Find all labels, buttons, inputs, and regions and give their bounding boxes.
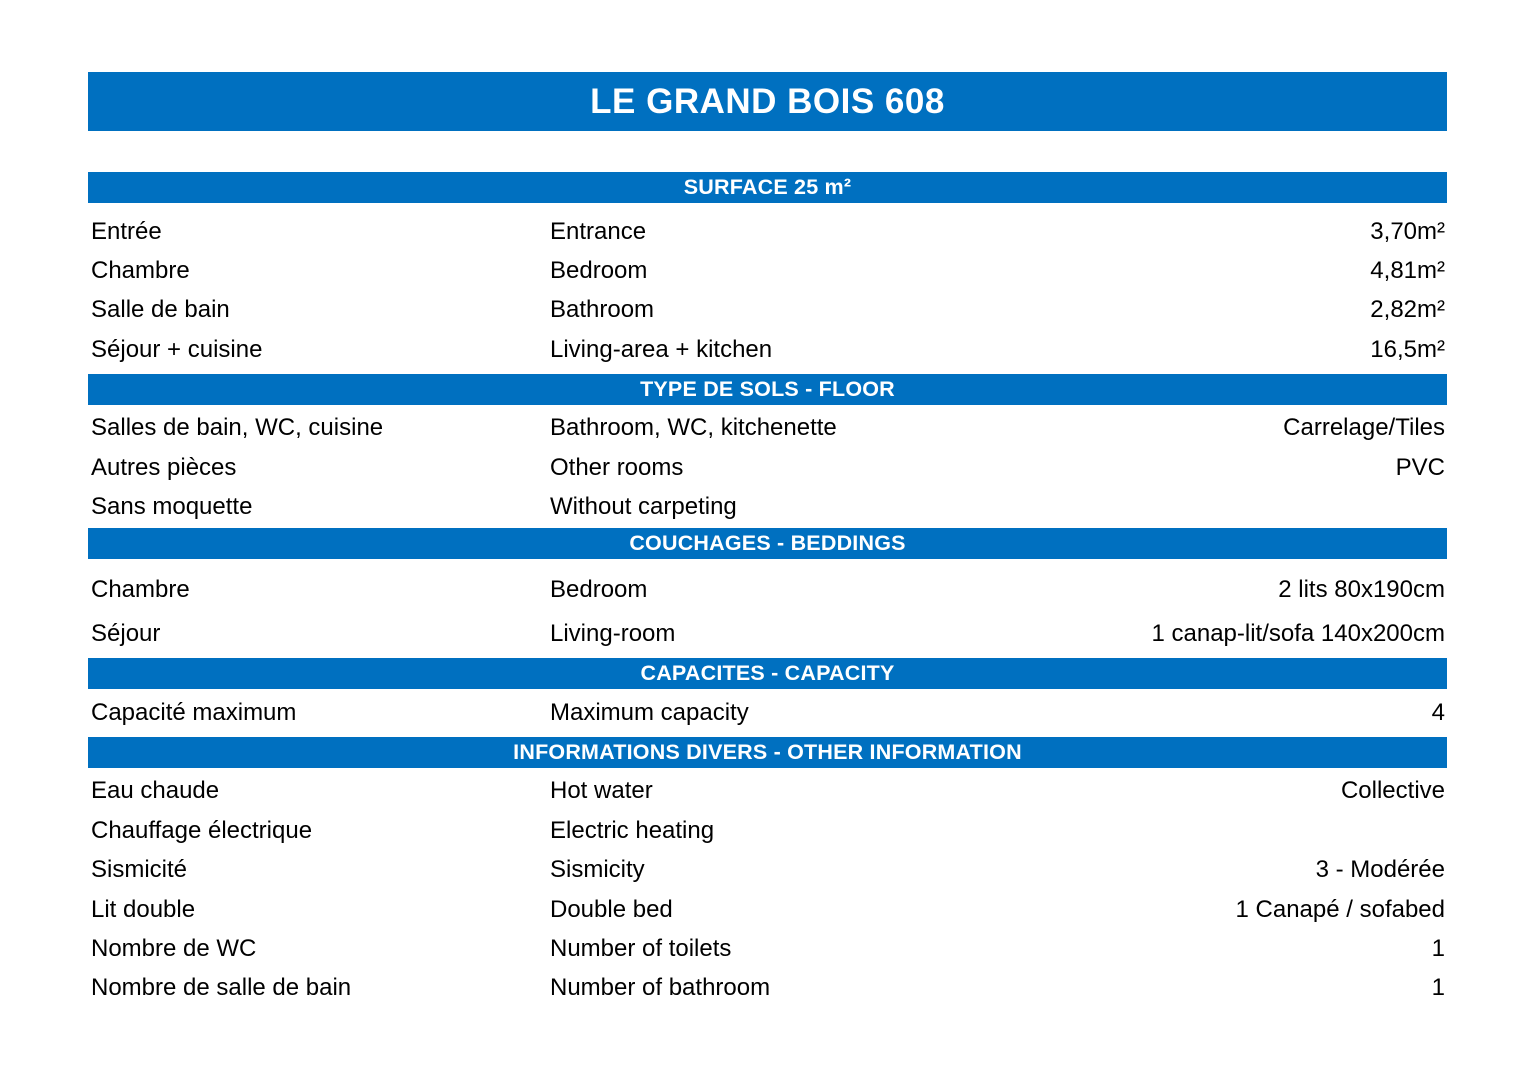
section-beddings	[88, 528, 1447, 658]
row-value: 2,82m²	[1370, 296, 1445, 324]
label-en: Number of toilets	[550, 934, 732, 962]
label-en: Bedroom	[550, 257, 648, 285]
property-info-sheet	[88, 72, 1447, 1008]
table-row	[88, 851, 1447, 890]
table-row	[88, 890, 1447, 929]
label-en: Double bed	[550, 895, 673, 923]
table-row	[88, 568, 1447, 613]
section-rows	[88, 203, 1447, 374]
label-fr: Chambre	[91, 257, 190, 285]
row-value: 4	[1431, 698, 1445, 726]
label-fr: Lit double	[91, 895, 196, 923]
label-fr: Entrée	[91, 217, 162, 245]
label-en: Living-area + kitchen	[550, 335, 773, 363]
label-en: Bathroom, WC, kitchenette	[550, 414, 837, 442]
label-en: Electric heating	[550, 816, 715, 844]
table-row	[88, 811, 1447, 850]
row-value: 1 Canapé / sofabed	[1235, 895, 1445, 923]
section-header-beddings: COUCHAGES - BEDDINGS	[88, 528, 1447, 559]
section-rows	[88, 559, 1447, 658]
label-fr: Salles de bain, WC, cuisine	[91, 414, 384, 442]
label-en: Entrance	[550, 217, 647, 245]
table-row	[88, 251, 1447, 290]
section-header-other-information: INFORMATIONS DIVERS - OTHER INFORMATION	[88, 737, 1447, 768]
title-bar	[88, 72, 1447, 131]
label-en: Sismicity	[550, 856, 645, 884]
label-fr: Nombre de WC	[91, 934, 257, 962]
table-row	[88, 689, 1447, 737]
label-en: Bathroom	[550, 296, 655, 324]
label-fr: Autres pièces	[91, 453, 237, 481]
label-en: Other rooms	[550, 453, 684, 481]
label-fr: Chambre	[91, 575, 190, 603]
section-header-surface: SURFACE 25 m²	[88, 172, 1447, 203]
table-row	[88, 969, 1447, 1008]
table-row	[88, 929, 1447, 968]
page-title: LE GRAND BOIS 608	[590, 81, 945, 121]
row-value: 2 lits 80x190cm	[1278, 575, 1445, 603]
label-en: Living-room	[550, 620, 676, 648]
label-fr: Séjour + cuisine	[91, 335, 263, 363]
row-value: Carrelage/Tiles	[1283, 414, 1445, 442]
table-row	[88, 448, 1447, 487]
section-floor-type	[88, 374, 1447, 528]
label-fr: Salle de bain	[91, 296, 230, 324]
label-fr: Capacité maximum	[91, 698, 297, 726]
label-fr: Sans moquette	[91, 493, 253, 521]
label-en: Without carpeting	[550, 493, 737, 521]
table-row	[88, 487, 1447, 526]
table-row	[88, 409, 1447, 448]
table-row	[88, 212, 1447, 251]
label-fr: Eau chaude	[91, 777, 220, 805]
section-rows	[88, 405, 1447, 528]
table-row	[88, 291, 1447, 330]
label-en: Hot water	[550, 777, 653, 805]
row-value: 3 - Modérée	[1315, 856, 1445, 884]
section-other-information	[88, 737, 1447, 1008]
section-rows	[88, 768, 1447, 1008]
row-value: PVC	[1395, 453, 1445, 481]
section-capacity	[88, 658, 1447, 737]
table-row	[88, 772, 1447, 811]
label-en: Maximum capacity	[550, 698, 749, 726]
label-en: Number of bathroom	[550, 974, 771, 1002]
row-value: 1 canap-lit/sofa 140x200cm	[1151, 620, 1445, 648]
row-value: 4,81m²	[1370, 257, 1445, 285]
label-fr: Séjour	[91, 620, 161, 648]
label-fr: Chauffage électrique	[91, 816, 313, 844]
row-value: 1	[1431, 974, 1445, 1002]
row-value: 1	[1431, 934, 1445, 962]
row-value: 3,70m²	[1370, 217, 1445, 245]
section-surface	[88, 172, 1447, 374]
table-row	[88, 612, 1447, 657]
table-row	[88, 330, 1447, 369]
label-fr: Sismicité	[91, 856, 188, 884]
section-header-floor-type: TYPE DE SOLS - FLOOR	[88, 374, 1447, 405]
section-rows	[88, 689, 1447, 737]
row-value: Collective	[1340, 777, 1445, 805]
label-en: Bedroom	[550, 575, 648, 603]
section-header-capacity: CAPACITES - CAPACITY	[88, 658, 1447, 689]
label-fr: Nombre de salle de bain	[91, 974, 352, 1002]
row-value: 16,5m²	[1370, 335, 1445, 363]
